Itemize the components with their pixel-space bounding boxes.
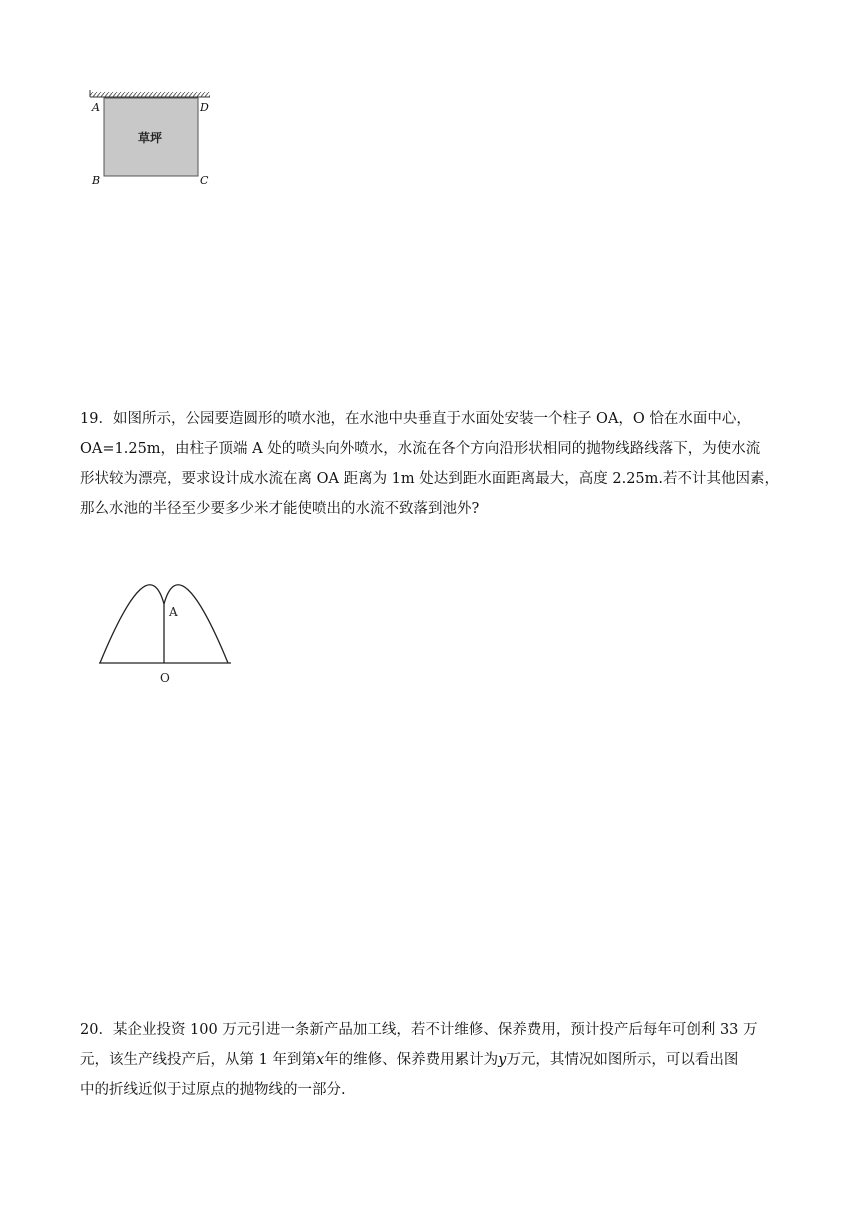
fountain-figure: [94, 564, 240, 690]
q20-line-2-part-c: 万元，其情况如图所示，可以看出图: [506, 1052, 739, 1068]
lawn-label: 草坪: [138, 131, 163, 145]
q20-line-1: 20．某企业投资 100 万元引进一条新产品加工线，若不计维修、保养费用，预计投产后每年可创利 33 万: [80, 1022, 758, 1038]
q20-line-3: 中的折线近似于过原点的抛物线的一部分.: [80, 1082, 346, 1098]
q20-line-2: [80, 1045, 780, 1075]
q20-line-2-part-a: 元，该生产线投产后，从第 1 年到第: [80, 1052, 316, 1068]
variable-x: x: [315, 1052, 325, 1068]
label-b: B: [92, 174, 101, 187]
q19-line-3: 形状较为漂亮，要求设计成水流在离 OA 距离为 1m 处达到距水面距离最大，高度 2.25m.若不计其他因素，: [80, 471, 780, 487]
label-a: A: [92, 101, 100, 114]
wall-hatching: [90, 90, 210, 97]
variable-y: y: [498, 1052, 507, 1068]
label-a: A: [169, 605, 178, 619]
q19-line-2: OA=1.25m，由柱子顶端 A 处的喷头向外喷水，水流在各个方向沿形状相同的抛物线路线落下，为使水流: [80, 441, 761, 457]
right-water-stream: [164, 585, 228, 663]
q20-line-2-part-b: 年的维修、保养费用累计为: [324, 1052, 499, 1068]
label-c: C: [200, 174, 209, 187]
question-20: [80, 1015, 780, 1105]
lawn-figure: [84, 88, 224, 188]
label-o: O: [160, 671, 170, 685]
question-19: [80, 404, 780, 524]
left-water-stream: [100, 585, 164, 663]
label-d: D: [200, 101, 209, 114]
q19-line-4: 那么水池的半径至少要多少米才能使喷出的水流不致落到池外?: [80, 501, 480, 517]
q19-line-1: 19．如图所示，公园要造圆形的喷水池，在水池中央垂直于水面处安装一个柱子 OA，O 恰在水面中心，: [80, 411, 751, 427]
